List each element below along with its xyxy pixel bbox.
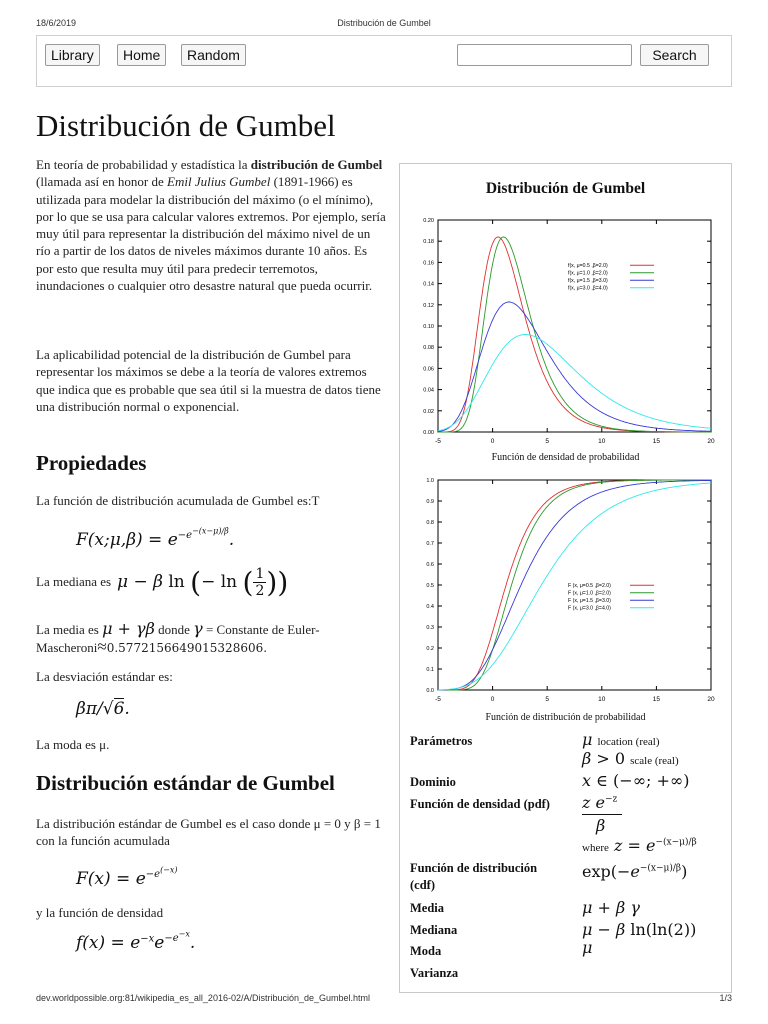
cdf-value: $\exp(-e^{-(x-\mu)/\beta})$ bbox=[582, 862, 688, 881]
y-tick-label: 0.0 bbox=[426, 688, 434, 694]
y-tick-label: 0.6 bbox=[426, 562, 434, 568]
pdf-chart bbox=[400, 216, 731, 448]
median-formula: μ − β ln (− ln ( $\frac{1}{2}$ )) bbox=[117, 566, 289, 599]
infobox bbox=[399, 163, 732, 993]
median-row-label: Mediana bbox=[410, 923, 458, 937]
legend-label-2: f(x, μ=1.5 ,β=3.0) bbox=[568, 278, 608, 284]
mascheroni-text: Mascheroni≈0.5772156649015328606. bbox=[36, 637, 268, 656]
cdf-formula: F(x;μ,β) = $e^{-e^{-(x-\mu)/\beta}}$. bbox=[76, 527, 235, 550]
print-doc-title: Distribución de Gumbel bbox=[337, 18, 431, 28]
y-tick-label: 0.3 bbox=[426, 625, 434, 631]
param-label: Parámetros bbox=[410, 734, 473, 748]
y-tick-label: 0.14 bbox=[423, 281, 434, 288]
pdf-chart-caption: Función de densidad de probabilidad bbox=[491, 452, 640, 463]
y-tick-label: 0.5 bbox=[426, 583, 434, 589]
y-tick-label: 1.0 bbox=[426, 478, 434, 484]
gumbel-name-link[interactable]: Emil Julius Gumbel bbox=[167, 174, 271, 190]
heading-standard-gumbel: Distribución estándar de Gumbel bbox=[36, 771, 335, 795]
mean-label: Media bbox=[410, 901, 445, 915]
legend-label-3: f(x, μ=3.0 ,β=4.0) bbox=[568, 285, 608, 292]
random-button[interactable]: Random bbox=[181, 44, 246, 66]
cdf-intro-text: La función de distribución acumulada de Gumbel es:T bbox=[36, 493, 320, 508]
std-dev-label: La desviación estándar es: bbox=[36, 669, 173, 684]
mode-value: μ bbox=[582, 938, 593, 957]
y-tick-label: 0.06 bbox=[423, 366, 434, 373]
gamma-symbol: γ bbox=[193, 619, 203, 638]
page-title: Distribución de Gumbel bbox=[36, 108, 336, 143]
x-tick-label: 15 bbox=[652, 696, 661, 703]
heading-propiedades: Propiedades bbox=[36, 451, 147, 475]
x-tick-label: -5 bbox=[435, 438, 441, 445]
home-button[interactable]: Home bbox=[117, 44, 166, 66]
legend-label-2: F (x, μ=1.5 ,β=3.0) bbox=[568, 598, 611, 604]
y-tick-label: 0.02 bbox=[423, 408, 434, 415]
y-tick-label: 0.20 bbox=[423, 218, 434, 224]
top-navbar bbox=[36, 35, 732, 87]
legend-label-0: F (x, μ=0.5 ,β=2.0) bbox=[568, 583, 611, 589]
x-tick-label: 20 bbox=[707, 696, 715, 703]
y-tick-label: 0.2 bbox=[426, 646, 434, 652]
mode-label: Moda bbox=[410, 944, 442, 958]
cdf-chart bbox=[400, 472, 731, 712]
x-tick-label: 5 bbox=[545, 696, 550, 703]
print-url: dev.worldpossible.org:81/wikipedia_es_all_2016-02/A/Distribución_de_Gumbel.html bbox=[36, 993, 371, 1003]
legend-label-0: f(x, μ=0.5 ,β=2.0) bbox=[568, 263, 608, 269]
x-tick-label: 0 bbox=[490, 438, 495, 445]
y-tick-label: 0.04 bbox=[423, 387, 434, 394]
pdf-fraction-bar bbox=[582, 814, 622, 815]
domain-value: x ∈ (−∞; +∞) bbox=[582, 771, 690, 790]
standard-pdf-formula: $f(x) = e^{-x}e^{-e^{-x}}$. bbox=[76, 930, 196, 953]
mean-text: La media es μ + γβ donde γ = Constante de Euler- bbox=[36, 619, 320, 638]
print-date: 18/6/2019 bbox=[36, 18, 77, 28]
x-tick-label: -5 bbox=[435, 696, 441, 703]
legend-label-1: F (x, μ=1.0 ,β=2.0) bbox=[568, 590, 611, 597]
pdf-label: Función de densidad (pdf) bbox=[410, 797, 550, 811]
median-value: μ − β ln(ln(2)) bbox=[582, 920, 697, 939]
mean-formula: μ + γβ bbox=[102, 619, 155, 638]
x-tick-label: 10 bbox=[598, 696, 606, 703]
y-tick-label: 0.12 bbox=[423, 302, 434, 309]
y-tick-label: 0.9 bbox=[426, 499, 434, 505]
x-tick-label: 5 bbox=[545, 438, 550, 445]
print-page: 1/3 bbox=[719, 993, 732, 1003]
pdf-value: z $e^{-z}$ bbox=[582, 793, 618, 812]
library-button[interactable]: Library bbox=[45, 44, 100, 66]
standard-gumbel-text: La distribución estándar de Gumbel es el caso donde μ = 0 y β = 1 con la función acumulada bbox=[36, 816, 381, 849]
cdf-label-a: Función de distribución bbox=[410, 861, 538, 875]
y-tick-label: 0.1 bbox=[426, 667, 434, 673]
density-label: y la función de densidad bbox=[36, 905, 164, 920]
domain-label: Dominio bbox=[410, 775, 456, 789]
plot-frame bbox=[438, 220, 711, 432]
y-tick-label: 0.7 bbox=[426, 541, 434, 547]
y-tick-label: 0.16 bbox=[423, 260, 434, 267]
infobox-title: Distribución de Gumbel bbox=[485, 180, 646, 197]
x-tick-label: 0 bbox=[490, 696, 495, 703]
x-tick-label: 20 bbox=[707, 438, 715, 445]
y-tick-label: 0.00 bbox=[423, 430, 434, 436]
median-label: La mediana es bbox=[36, 574, 112, 589]
cdf-chart-caption: Función de distribución de probabilidad bbox=[485, 712, 646, 723]
cdf-label-b: (cdf) bbox=[410, 878, 435, 892]
search-input[interactable] bbox=[457, 44, 632, 66]
intro-bold-term: distribución de Gumbel bbox=[250, 157, 383, 172]
variance-label: Varianza bbox=[410, 966, 459, 980]
legend-label-1: f(x, μ=1.0 ,β=2.0) bbox=[568, 270, 608, 277]
y-tick-label: 0.10 bbox=[423, 324, 434, 330]
std-dev-formula: βπ/√6. bbox=[76, 699, 130, 719]
y-tick-label: 0.8 bbox=[426, 520, 434, 526]
x-tick-label: 10 bbox=[598, 438, 606, 445]
standard-cdf-formula: $F(x) = e^{-e^{(-x)}}$ bbox=[76, 866, 178, 889]
pdf-where: where $z = e^{-(x-\mu)/\beta}$ bbox=[582, 836, 697, 855]
y-tick-label: 0.4 bbox=[426, 604, 434, 610]
pdf-denominator: β bbox=[596, 816, 606, 835]
param-beta: β > 0 scale (real) bbox=[582, 749, 679, 768]
applicability-paragraph: La aplicabilidad potencial de la distribución de Gumbel para representar los máximos se debe a la teoría de valores extremos que indica que es probable que sea útil si la muestra de datos tiene una distribución normal o exponencial. bbox=[36, 347, 381, 414]
y-tick-label: 0.08 bbox=[423, 345, 434, 352]
param-mu: μ location (real) bbox=[582, 730, 660, 749]
x-tick-label: 15 bbox=[652, 438, 661, 445]
y-tick-label: 0.18 bbox=[423, 239, 434, 246]
search-button[interactable]: Search bbox=[640, 44, 709, 66]
approx-icon: ≈ bbox=[97, 637, 107, 656]
intro-paragraph: En teoría de probabilidad y estadística la distribución de Gumbel (llamada así en honor de Emil Julius Gumbel (1891-1966) es utilizada para modelar la distribución del máximo (o el mínimo), por lo que se usa para calcular valores extremos. Por ejemplo, sería muy útil para representar la distribución del máximo nivel de un río a partir de los datos de niveles máximos durante 10 años. Es por esto que resulta muy útil para predecir terremotos, inundaciones o cualquier otro desastre natural que pueda ocurrir. bbox=[36, 157, 386, 294]
legend-label-3: F (x, μ=3.0 ,β=4.0) bbox=[568, 605, 611, 612]
mean-value: μ + β γ bbox=[582, 898, 640, 917]
mode-text: La moda es μ. bbox=[36, 737, 110, 752]
